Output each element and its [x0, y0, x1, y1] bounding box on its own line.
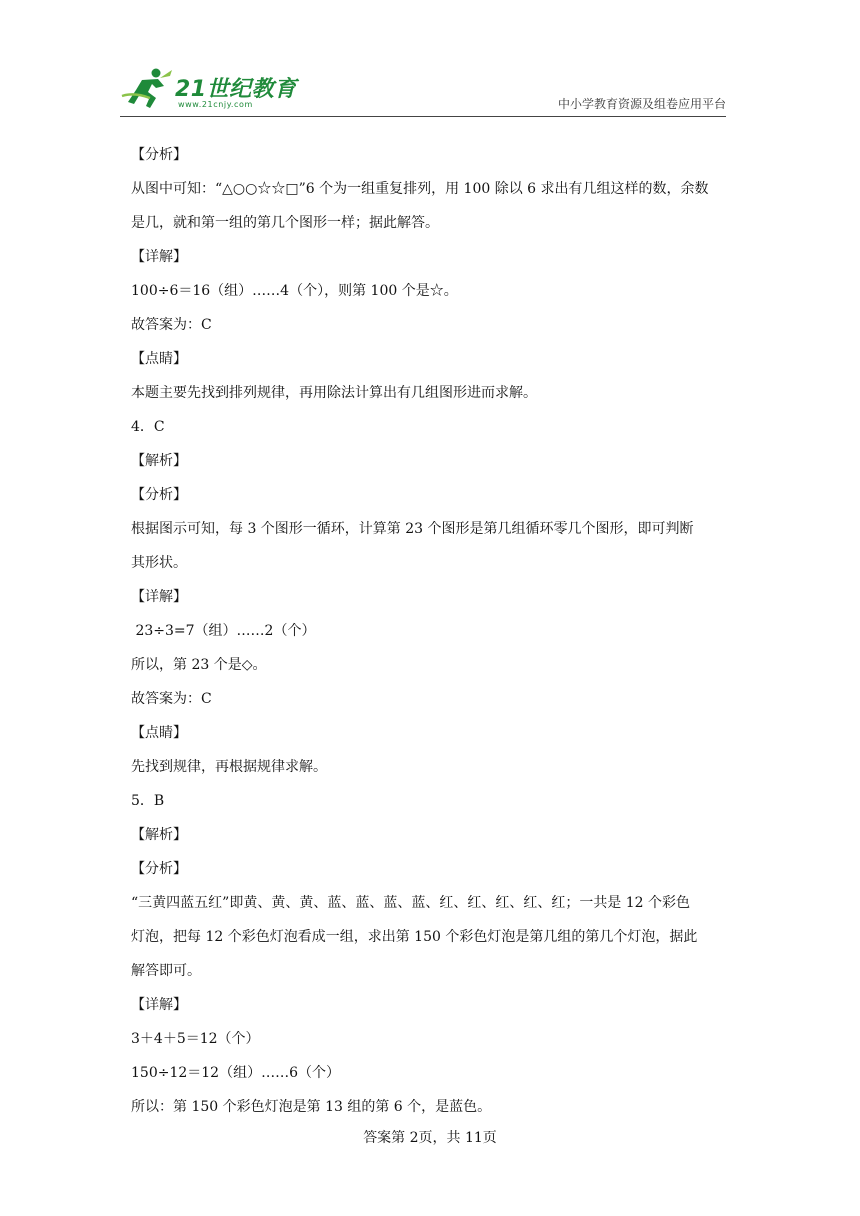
text-line: 【分析】 — [131, 147, 187, 163]
text-line: 【分析】 — [131, 487, 187, 503]
text-line: 【解析】 — [131, 827, 187, 843]
text-line: 本题主要先找到排列规律，再用除法计算出有几组图形进而求解。 — [131, 385, 537, 401]
text-line: 从图中可知：“△○○☆☆□”6 个为一组重复排列，用 100 除以 6 求出有几组这样的数，余数 — [131, 181, 709, 197]
text-line: 是几，就和第一组的第几个图形一样；据此解答。 — [131, 215, 439, 231]
text-line: 【点睛】 — [131, 725, 187, 741]
logo — [120, 66, 300, 112]
text-line: 4．C — [131, 419, 165, 435]
text-line: 灯泡，把每 12 个彩色灯泡看成一组，求出第 150 个彩色灯泡是第几组的第几个灯泡，据此 — [131, 929, 698, 945]
text-line: 【解析】 — [131, 453, 187, 469]
text-line: 其形状。 — [131, 555, 187, 571]
text-line: 故答案为：C — [131, 317, 212, 333]
platform-name: 中小学教育资源及组卷应用平台 — [557, 97, 726, 111]
answer-content — [131, 138, 731, 1124]
text-line: 所以：第 150 个彩色灯泡是第 13 组的第 6 个，是蓝色。 — [131, 1099, 492, 1115]
text-line: 故答案为：C — [131, 691, 212, 707]
text-line: 【点睛】 — [131, 351, 187, 367]
text-line: 3＋4＋5＝12（个） — [131, 1031, 260, 1047]
logo-url: www.21cnjy.com — [178, 100, 253, 109]
runner-logo-icon — [120, 66, 180, 112]
page-footer: 答案第 2页，共 11页 — [363, 1130, 497, 1146]
text-line: 150÷12＝12（组）……6（个） — [131, 1065, 340, 1081]
text-line: 【详解】 — [131, 589, 187, 605]
logo-text: 21世纪教育 — [175, 77, 297, 102]
text-line: 5．B — [131, 793, 165, 809]
text-line: “三黄四蓝五红”即黄、黄、黄、蓝、蓝、蓝、蓝、红、红、红、红、红；一共是 12 个彩色 — [131, 895, 691, 911]
text-line: 100÷6＝16（组）……4（个），则第 100 个是☆。 — [131, 283, 458, 299]
text-line: 【分析】 — [131, 861, 187, 877]
text-line: 先找到规律，再根据规律求解。 — [131, 759, 327, 775]
text-line: 【详解】 — [131, 997, 187, 1013]
page-header — [120, 66, 726, 117]
text-line: 根据图示可知，每 3 个图形一循环，计算第 23 个图形是第几组循环零几个图形，即可判断 — [131, 521, 694, 537]
text-line: 【详解】 — [131, 249, 187, 265]
text-line: 解答即可。 — [131, 963, 201, 979]
text-line: 23÷3=7（组）……2（个） — [131, 623, 316, 639]
text-line: 所以，第 23 个是◇。 — [131, 657, 267, 673]
